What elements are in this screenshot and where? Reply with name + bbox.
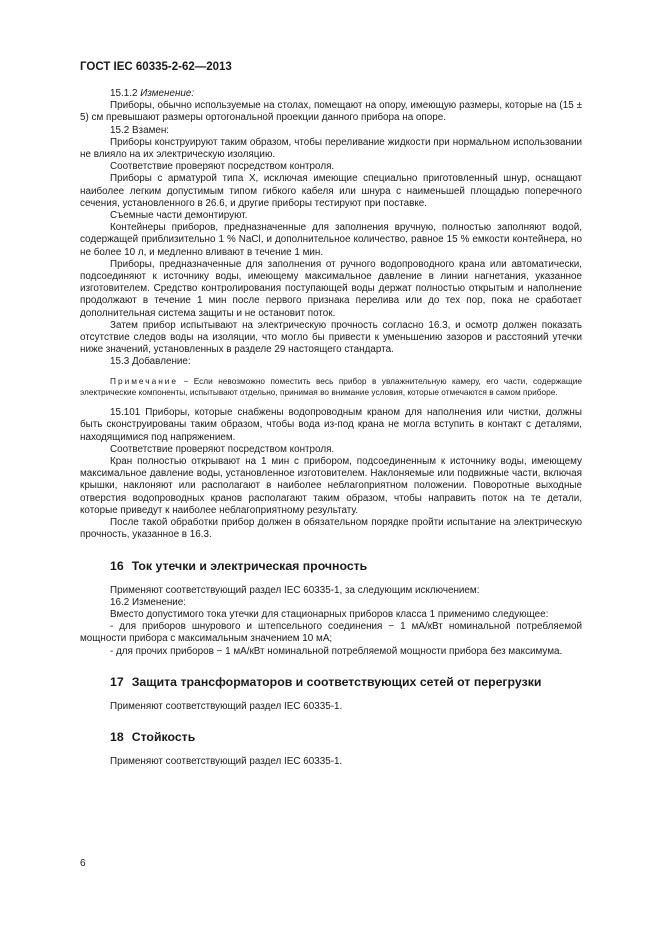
paragraph: Применяют соответствующий раздел IEC 60335-1.	[110, 755, 343, 767]
paragraph: Соответствие проверяют посредством контроля.	[110, 443, 335, 455]
list-item: - для прочих приборов − 1 мА/кВт номинальной потребляемой мощности прибора без максимума.	[110, 645, 563, 657]
note	[80, 376, 582, 399]
page-number: 6	[80, 858, 86, 869]
paragraph: Контейнеры приборов, предназначенные для заполнения вручную, полностью заполняют водой, содержащей приблизительно 1 % NaCl, и дополнительное количество, равное 15 % емкости контейнера, но не более 10 л, и медленно вливают в течение 1 мин.	[80, 222, 582, 258]
paragraph: Приборы, обычно используемые на столах, помещают на опору, имеющую размеры, которые на (15 ± 5) см превышают размеры ортогональной проекции данного прибора на опоре.	[80, 100, 582, 124]
body-text	[80, 88, 582, 768]
section-title: Защита трансформаторов и соответствующих сетей от перегрузки	[131, 674, 542, 689]
paragraph: Применяют соответствующий раздел IEC 60335-1, за следующим исключением:	[110, 584, 480, 596]
clause-15-2: 15.2 Взамен:	[110, 124, 170, 136]
note-label: Примечание	[110, 375, 179, 386]
section-title: Стойкость	[131, 729, 196, 744]
paragraph: Съемные части демонтируют.	[110, 210, 248, 222]
paragraph: Кран полностью открывают на 1 мин с прибором, подсоединенным к источнику воды, имеющему максимальное давление воды, установленное изготовителем. Наклоняемые или подвижные части, включая крышки, наклоняют или располагают в наиболее неблагоприятном положении. Поворотные выходные отверстия водопроводных кранов располагают таким образом, чтобы направить поток на те детали, которые приведут к наиболее неблагоприятному результату.	[80, 456, 582, 516]
section-number: 18	[110, 729, 124, 744]
paragraph: Применяют соответствующий раздел IEC 60335-1.	[110, 700, 343, 712]
paragraph: Затем прибор испытывают на электрическую прочность согласно 16.3, и осмотр должен показать отсутствие следов воды на изоляции, что могло бы привести к уменьшению зазоров и расстояний утечки ниже значений, установленных в разделе 29 настоящего стандарта.	[80, 319, 582, 356]
paragraph: Приборы, предназначенные для заполнения от ручного водопроводного крана или автоматически, подсоединяют к источнику воды, имеющему максимальное давление в линии нагнетания, указанное изготовителем. Средство контролирования поступающей воды держат полностью открытым и наполнение продолжают в течение 1 мин после первого признака перелива или до тех пор, пока не сработает дополнительная система защиты и не остановит поток.	[80, 258, 582, 319]
document-header: ГОСТ IEC 60335-2-62—2013	[80, 61, 232, 73]
clause-label: Изменение:	[140, 88, 195, 99]
section-title: Ток утечки и электрическая прочность	[131, 558, 368, 573]
clause-15-1-2	[80, 88, 582, 100]
clause-number: 15.1.2	[110, 88, 138, 99]
clause-16-2: 16.2 Изменение:	[110, 596, 187, 608]
note-text: − Если невозможно поместить весь прибор в увлажнительную камеру, его части, содержащие электрические компоненты, испытывают отдельно, принимая во внимание условия, которые отмечаются в самом приборе.	[80, 375, 582, 397]
clause-15-101: 15.101 Приборы, которые снабжены водопроводным краном для наполнения или чистки, должны быть сконструированы таким образом, чтобы вода из-под крана не могла вступить в контакт с деталями, находящимися под напряжением.	[80, 407, 582, 443]
paragraph: Вместо допустимого тока утечки для стационарных приборов класса 1 применимо следующее:	[110, 608, 549, 620]
paragraph: Приборы конструируют таким образом, чтобы переливание жидкости при нормальном использовании не влияло на их электрическую изоляцию.	[80, 136, 582, 161]
paragraph: Соответствие проверяют посредством контроля.	[110, 161, 335, 173]
paragraph: Приборы с арматурой типа X, исключая имеющие специально приготовленный шнур, оснащают наиболее легким допустимым типом гибкого кабеля или шнура с наименьшей площадью поперечного сечения, установленного в 26.6, и другие приборы тестируют при поставке.	[80, 173, 582, 209]
section-18-heading	[80, 730, 582, 744]
list-item: - для приборов шнурового и штепсельного соединения − 1 мА/кВт номинальной потребляемой мощности прибора с максимальным значением 10 мА;	[80, 621, 582, 645]
paragraph: После такой обработки прибор должен в обязательном порядке пройти испытание на электрическую прочность, указанное в 16.3.	[80, 517, 582, 541]
section-16-heading	[80, 559, 582, 573]
section-number: 16	[110, 558, 124, 573]
clause-15-3: 15.3 Добавление:	[110, 356, 191, 368]
section-17-heading	[80, 675, 582, 689]
section-number: 17	[110, 674, 124, 689]
